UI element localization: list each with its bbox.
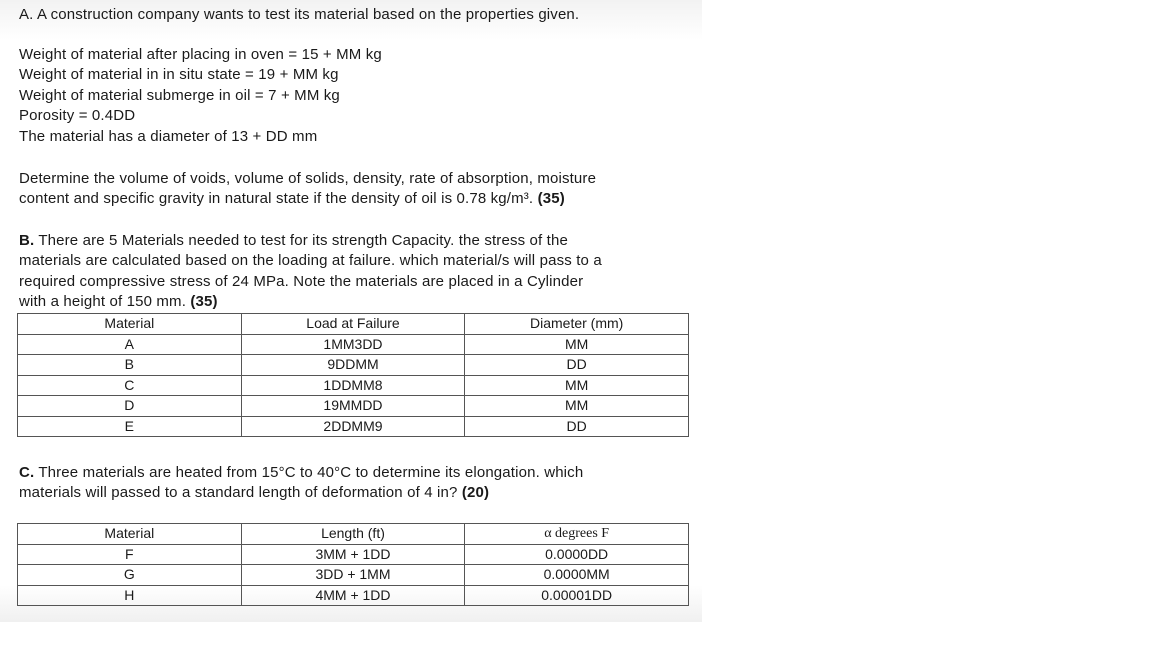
cell: 2DDMM9 — [241, 416, 465, 437]
question-text: content and specific gravity in natural state if the density of oil is 0.78 kg/m³. — [19, 190, 534, 207]
cell: G — [18, 565, 242, 586]
cell: 1MM3DD — [241, 334, 465, 355]
table-row — [18, 585, 689, 606]
cell: DD — [465, 416, 689, 437]
cell: MM — [465, 375, 689, 396]
table-row — [18, 416, 689, 437]
section-b-line: required compressive stress of 24 MPa. Note the materials are placed in a Cylinder — [19, 273, 584, 290]
table-row — [18, 565, 689, 586]
points: (20) — [461, 484, 490, 501]
cell: MM — [465, 396, 689, 417]
cell: 4MM + 1DD — [241, 585, 465, 606]
section-b-line — [19, 231, 568, 251]
cell: 0.0000DD — [465, 544, 689, 565]
cell: 1DDMM8 — [241, 375, 465, 396]
cell: 3DD + 1MM — [241, 565, 465, 586]
text: with a height of 150 mm. — [19, 293, 187, 310]
header-cell: α degrees F — [465, 524, 689, 545]
given-porosity: Porosity = 0.4DD — [19, 107, 136, 124]
cell: F — [18, 544, 242, 565]
section-a-title: A. A construction company wants to test its material based on the properties given. — [19, 6, 580, 23]
header-cell: Diameter (mm) — [465, 314, 689, 335]
cell: B — [18, 355, 242, 376]
cell: H — [18, 585, 242, 606]
cell: D — [18, 396, 242, 417]
table-row — [18, 544, 689, 565]
cell: E — [18, 416, 242, 437]
table-row — [18, 334, 689, 355]
table-header-row — [18, 314, 689, 335]
text: There are 5 Materials needed to test for its strength Capacity. the stress of the — [34, 232, 568, 249]
section-b-label: B. — [19, 232, 35, 249]
text: Three materials are heated from 15°C to 40°C to determine its elongation. which — [34, 464, 584, 481]
table-header-row — [18, 524, 689, 545]
points: (35) — [537, 190, 565, 207]
cell: 0.0000MM — [465, 565, 689, 586]
cell: 0.00001DD — [465, 585, 689, 606]
given-in-situ-weight: Weight of material in in situ state = 19 + MM kg — [19, 66, 339, 83]
table-row — [18, 355, 689, 376]
section-a-question: Determine the volume of voids, volume of solids, density, rate of absorption, moisture — [19, 170, 597, 187]
section-c-line — [19, 483, 489, 503]
cell: 3MM + 1DD — [241, 544, 465, 565]
given-submerged-weight: Weight of material submerge in oil = 7 + MM kg — [19, 87, 340, 104]
text: materials will passed to a standard length of deformation of 4 in? — [19, 484, 458, 501]
cell: MM — [465, 334, 689, 355]
section-a-question-cont — [19, 189, 565, 209]
header-cell: Material — [18, 524, 242, 545]
section-b-line: materials are calculated based on the loading at failure. which material/s will pass to a — [19, 252, 602, 269]
points: (35) — [190, 293, 218, 310]
given-oven-weight: Weight of material after placing in oven = 15 + MM kg — [19, 46, 382, 63]
section-b-line — [19, 292, 218, 312]
cell: C — [18, 375, 242, 396]
cell: DD — [465, 355, 689, 376]
cell: 19MMDD — [241, 396, 465, 417]
table-row — [18, 396, 689, 417]
header-cell: Load at Failure — [241, 314, 465, 335]
cell: 9DDMM — [241, 355, 465, 376]
table-row — [18, 375, 689, 396]
strength-table — [17, 313, 689, 437]
section-c-label: C. — [19, 464, 35, 481]
section-c-line — [19, 463, 583, 483]
elongation-table — [17, 523, 689, 606]
cell: A — [18, 334, 242, 355]
given-diameter: The material has a diameter of 13 + DD mm — [19, 128, 318, 145]
header-cell: Length (ft) — [241, 524, 465, 545]
header-cell: Material — [18, 314, 242, 335]
